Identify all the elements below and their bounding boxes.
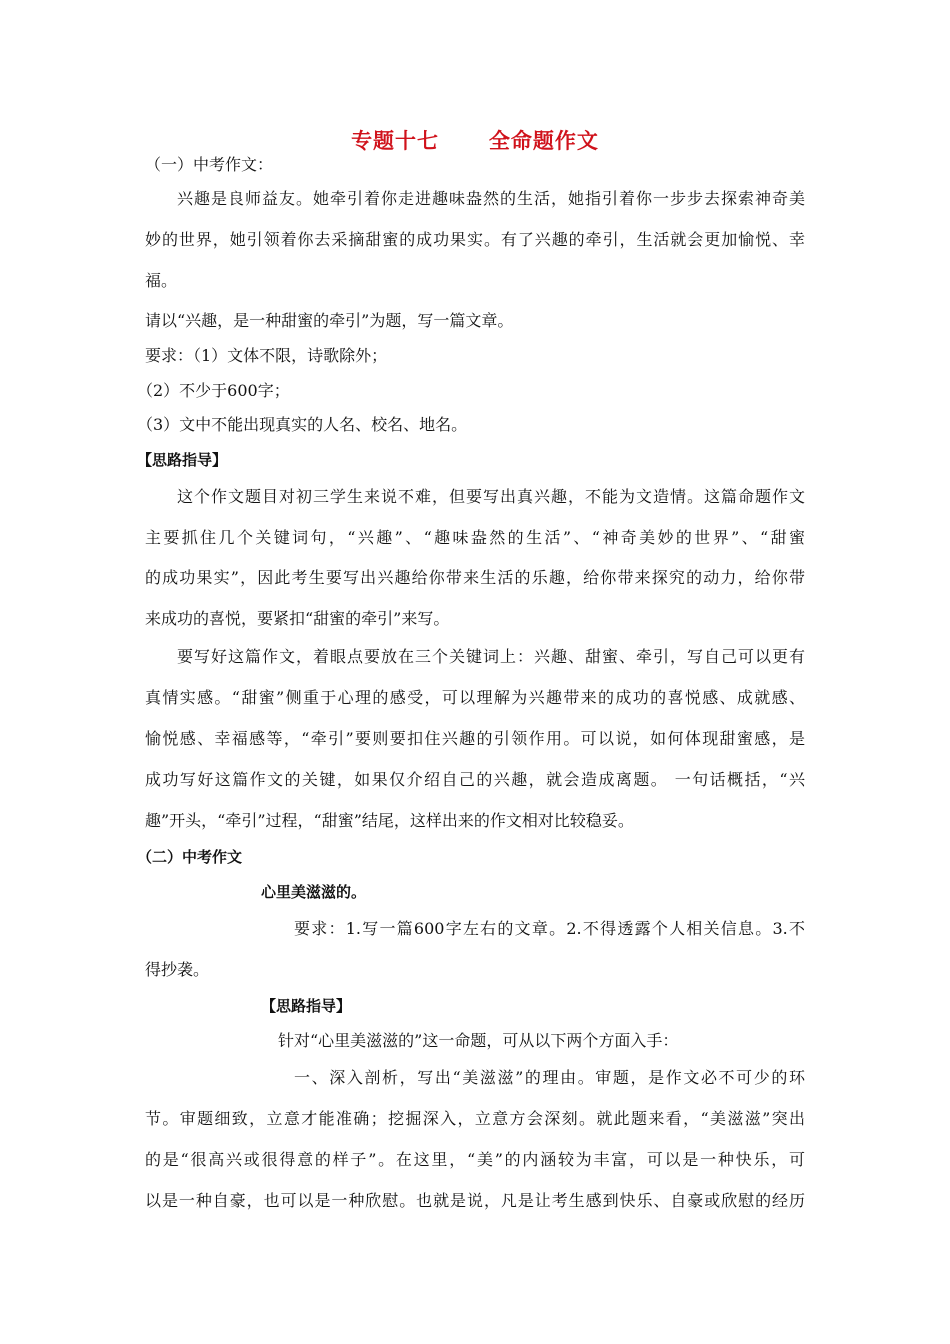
s1-req3: （3）文中不能出现真实的人名、校名、地名。 (137, 415, 468, 434)
s2-req-line2: 得抄袭。 (145, 960, 210, 979)
s1-p1-line2: 妙的世界，她引领着你去采摘甜蜜的成功果实。有了兴趣的牵引，生活就会更加愉悦、幸 (145, 230, 805, 249)
page-title: 专题十七 全命题作文 (351, 129, 599, 153)
s1-req1: 要求：（1）文体不限，诗歌除外； (145, 346, 388, 365)
s2-topic: 心里美滋滋的。 (261, 883, 367, 901)
section1-heading: （一）中考作文： (145, 155, 274, 174)
s1-g1-line1: 这个作文题目对初三学生来说不难，但要写出真兴趣，不能为文造情。这篇命题作文 (177, 487, 805, 506)
s2-p1-line1: 一、深入剖析，写出“美滋滋”的理由。审题，是作文必不可少的环 (294, 1068, 805, 1087)
s1-prompt: 请以“兴趣，是一种甜蜜的牵引”为题，写一篇文章。 (145, 311, 514, 330)
s1-g2-line5: 趣”开头，“牵引”过程，“甜蜜”结尾，这样出来的作文相对比较稳妥。 (145, 811, 634, 830)
s1-guide-heading: 【思路指导】 (137, 451, 228, 469)
s1-req2: （2）不少于600字； (137, 381, 290, 400)
s1-g2-line3: 愉悦感、幸福感等，“牵引”要则要扣住兴趣的引领作用。可以说，如何体现甜蜜感，是 (145, 729, 805, 748)
s1-g1-line3: 的成功果实”，因此考生要写出兴趣给你带来生活的乐趣，给你带来探究的动力，给你带 (145, 568, 805, 587)
s1-g2-line4: 成功写好这篇作文的关键，如果仅介绍自己的兴趣，就会造成离题。 一句话概括，“兴 (145, 770, 805, 789)
s1-g2-line1: 要写好这篇作文，着眼点要放在三个关键词上：兴趣、甜蜜、牵引，写自己可以更有 (177, 647, 805, 666)
s2-p1-line4: 以是一种自豪，也可以是一种欣慰。也就是说，凡是让考生感到快乐、自豪或欣慰的经历 (145, 1191, 805, 1210)
s1-p1-line1: 兴趣是良师益友。她牵引着你走进趣味盎然的生活，她指引着你一步步去探索神奇美 (177, 189, 805, 208)
s1-g1-line4: 来成功的喜悦，要紧扣“甜蜜的牵引”来写。 (145, 609, 450, 628)
s2-guide-heading: 【思路指导】 (261, 997, 352, 1015)
section2-heading: （二）中考作文 (137, 848, 243, 866)
s2-req-line1: 要求：1.写一篇600字左右的文章。2.不得透露个人相关信息。3.不 (294, 919, 805, 938)
s2-p1-line3: 的是“很高兴或很得意的样子”。在这里，“美”的内涵较为丰富，可以是一种快乐，可 (145, 1150, 805, 1169)
s1-g2-line2: 真情实感。“甜蜜”侧重于心理的感受，可以理解为兴趣带来的成功的喜悦感、成就感、 (145, 688, 805, 707)
s1-p1-line3: 福。 (145, 271, 178, 290)
s2-intro: 针对“心里美滋滋的”这一命题，可从以下两个方面入手： (278, 1031, 679, 1050)
s1-g1-line2: 主要抓住几个关键词句，“兴趣”、“趣味盎然的生活”、“神奇美妙的世界”、“甜蜜 (145, 528, 805, 547)
s2-p1-line2: 节。审题细致，立意才能准确；挖掘深入，立意方会深刻。就此题来看，“美滋滋”突出 (145, 1109, 805, 1128)
